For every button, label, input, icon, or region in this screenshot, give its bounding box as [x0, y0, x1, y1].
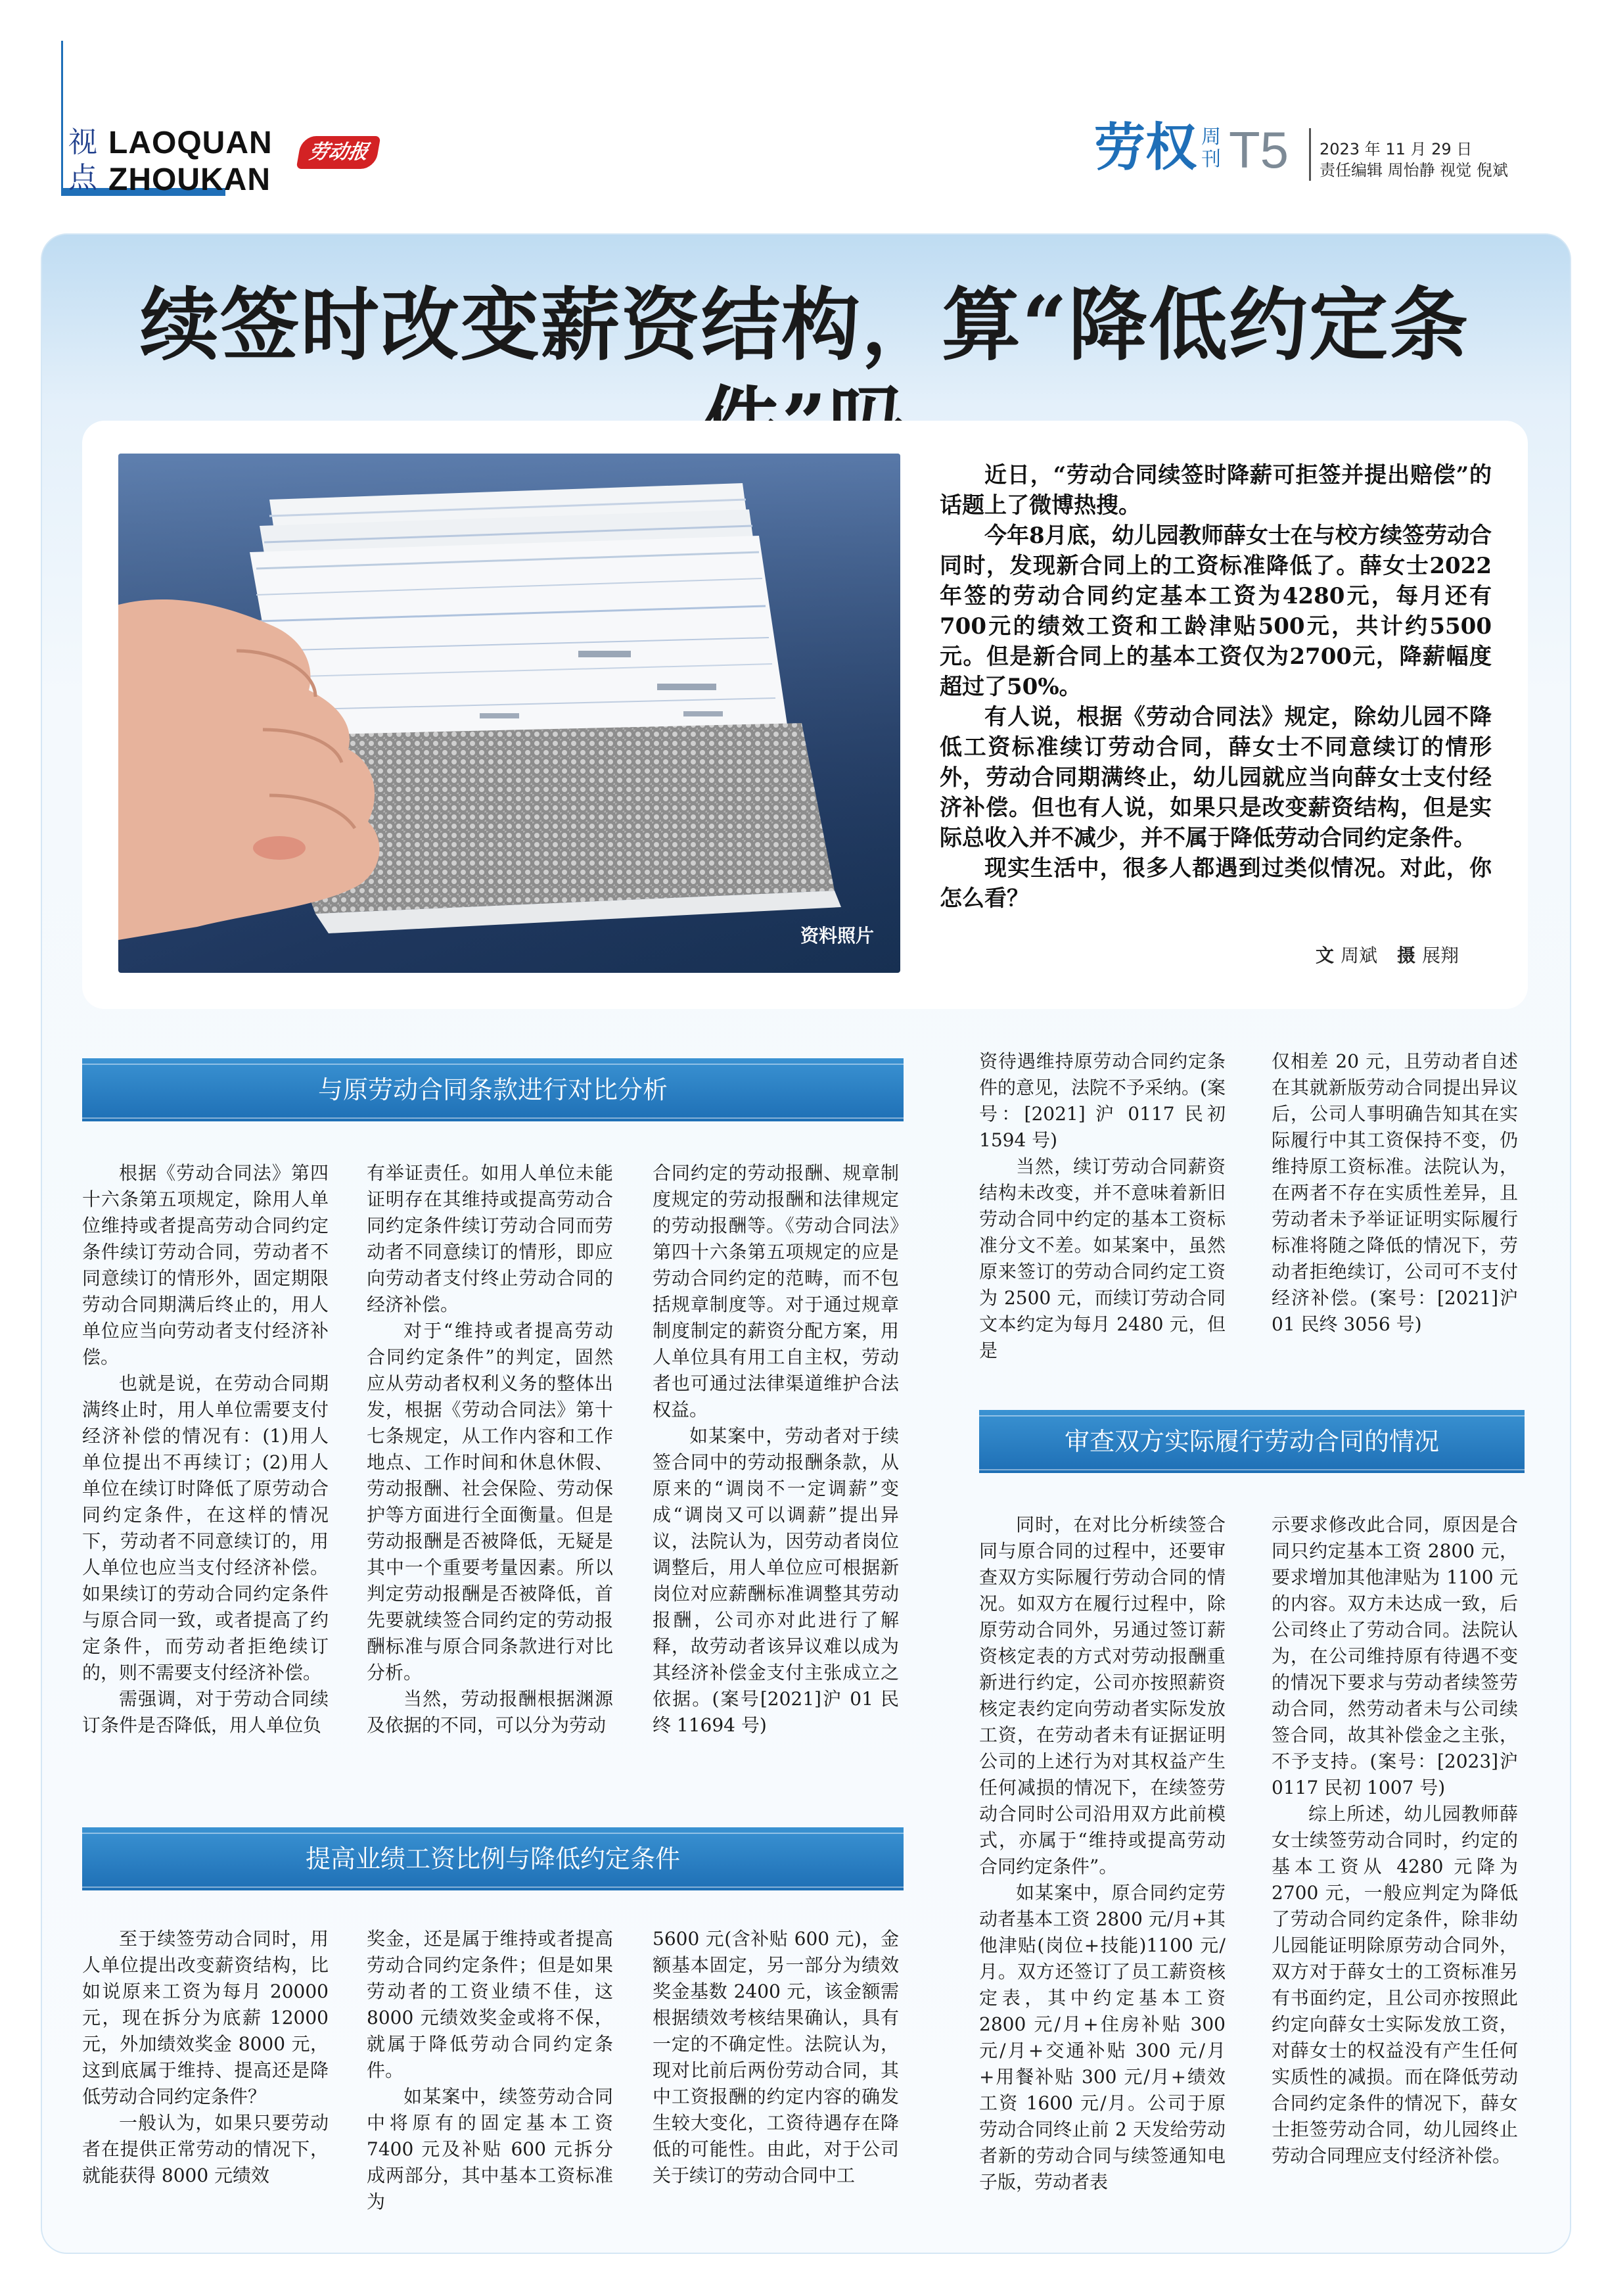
photo-illustration — [118, 454, 900, 973]
body-paragraph: 奖金，还是属于维持或者提高劳动合同约定条件；但是如果劳动者的工资业绩不佳，这 8000 元绩效奖金或将不保，就属于降低劳动合同约定条件。 — [367, 1928, 613, 2081]
newspaper-logo: 劳动报 — [296, 136, 381, 169]
header-rule — [61, 41, 63, 189]
section-heading-2: 提高业绩工资比例与降低约定条件 — [82, 1827, 904, 1890]
section-heading-1: 与原劳动合同条款进行对比分析 — [82, 1058, 904, 1121]
s1-column-2 — [367, 1160, 613, 1739]
body-paragraph: 如某案中，原合同约定劳动者基本工资 2800 元/月+其他津贴(岗位+技能)1100 元/月。双方还签订了员工薪资核定表，其中约定基本工资 2800 元/月+住房补贴 300 元/月+交通补贴 300 元/月+用餐补贴 300 元/月+绩效工资 1600 元/月。公司于原劳动合同终止前 2 天发给劳动者新的劳动合同与续签通知电子版，劳动者表 — [979, 1882, 1226, 2193]
body-paragraph: 综上所述，幼儿园教师薛女士续签劳动合同时，约定的基本工资从 4280 元降为 2700 元，一般应判定为降低了劳动合同约定条件，除非幼儿园能证明除原劳动合同外，双方对于薛女士的工资标准另有书面约定，且公司亦按照此约定向薛女士实际发放工资，对薛女士的权益没有产生任何实质性的减损。而在降低劳动合同约定条件的情况下，薛女士拒签劳动合同，幼儿园终止劳动合同理应支付经济补偿。 — [1272, 1803, 1518, 2167]
body-paragraph: 示要求修改此合同，原因是合同只约定基本工资 2800 元，要求增加其他津贴为 1100 元的内容。双方未达成一致，后公司终止了劳动合同。法院认为，在公司维持原有待遇不变的情况下要求与劳动者续签劳动合同，然劳动者未与公司续签合同，故其补偿金之主张，不予支持。(案号：[2023]沪 0117 民初 1007 号) — [1272, 1514, 1518, 1798]
payslip-photo — [118, 454, 900, 973]
s1-column-5 — [1272, 1048, 1518, 1338]
photo-caption: 资料照片 — [800, 925, 874, 947]
body-paragraph: 根据《劳动合同法》第四十六条第五项规定，除用人单位维持或者提高劳动合同约定条件续订劳动合同，劳动者不同意续订的情形外，固定期限劳动合同期满后终止的，用人单位应当向劳动者支付经济补偿。 — [82, 1162, 329, 1368]
body-paragraph: 当然，劳动报酬根据渊源及依据的不同，可以分为劳动 — [367, 1688, 613, 1736]
lead-paragraph: 近日，“劳动合同续签时降薪可拒签并提出赔偿”的话题上了微博热搜。 — [940, 462, 1492, 519]
s3-column-2 — [1272, 1512, 1518, 2169]
lead-text — [940, 460, 1492, 914]
page-number: T5 — [1229, 121, 1289, 179]
brand-line-2: ZHOUKAN — [108, 162, 271, 197]
column-name: 劳权 — [1094, 118, 1197, 177]
body-paragraph: 有举证责任。如用人单位未能证明存在其维持或提高劳动合同约定条件续订劳动合同而劳动者不同意续订的情形，即应向劳动者支付终止劳动合同的经济补偿。 — [367, 1162, 613, 1315]
byline — [940, 941, 1459, 968]
s1-column-4 — [979, 1048, 1226, 1364]
brand-line-1: LAOQUAN — [108, 126, 273, 160]
issue-date: 2023 年 11 月 29 日 — [1320, 140, 1473, 158]
lead-paragraph: 有人说，根据《劳动合同法》规定，除幼儿园不降低工资标准续订劳动合同，薛女士不同意续订的情形外，劳动合同期满终止，幼儿园就应当向薛女士支付经济补偿。但也有人说，如果只是改变薪资结构，但是实际总收入并不减少，并不属于降低劳动合同约定条件。 — [940, 704, 1492, 851]
byline-wen-name: 周斌 — [1340, 945, 1377, 966]
byline-she-label: 摄 — [1396, 945, 1415, 966]
body-paragraph: 对于“维持或者提高劳动合同约定条件”的判定，固然应从劳动者权利义务的整体出发，根据《劳动合同法》第十七条规定，从工作内容和工作地点、工作时间和休息休假、劳动报酬、社会保险、劳动保护等方面进行全面衡量。但是劳动报酬是否被降低，无疑是其中一个重要考量因素。所以判定劳动报酬是否被降低，首先要就续签合同约定的劳动报酬标准与原合同条款进行对比分析。 — [367, 1320, 613, 1683]
article-title: 续签时改变薪资结构，算“降低约定条 — [139, 279, 1470, 371]
body-paragraph: 如某案中，续签劳动合同中将原有的固定基本工资 7400 元及补贴 600 元拆分成两部分，其中基本工资标准为 — [367, 2086, 613, 2213]
lead-paragraph: 今年8月底，幼儿园教师薛女士在与校方续签劳动合同时，发现新合同上的工资标准降低了。薛女士2022年签的劳动合同约定基本工资为4280元，每月还有700元的绩效工资和工龄津贴500元，共计约5500元。但是新合同上的基本工资仅为2700元，降薪幅度超过了50%。 — [940, 523, 1492, 700]
lead-paragraph: 现实生活中，很多人都遇到过类似情况。对此，你怎么看？ — [940, 855, 1492, 912]
body-paragraph: 同时，在对比分析续签合同与原合同的过程中，还要审查双方实际履行劳动合同的情况。如双方在履行过程中，除原劳动合同外，另通过签订薪资核定表的方式对劳动报酬重新进行约定，公司亦按照薪资核定表约定向劳动者实际发放工资，在劳动者未有证据证明公司的上述行为对其权益产生任何减损的情况下，在续签劳动合同时公司沿用双方此前模式，亦属于“维持或提高劳动合同约定条件”。 — [979, 1514, 1226, 1877]
header-separator — [1309, 128, 1311, 181]
body-paragraph: 一般认为，如果只要劳动者在提供正常劳动的情况下，就能获得 8000 元绩效 — [82, 2112, 329, 2186]
body-paragraph: 也就是说，在劳动合同期满终止时，用人单位需要支付经济补偿的情况有：(1)用人单位提出不再续订；(2)用人单位在续订时降低了原劳动合同约定条件，在这样的情况下，劳动者不同意续订的，用人单位也应当支付经济补偿。如果续订的劳动合同约定条件与原合同一致，或者提高了约定条件，而劳动者拒绝续订的，则不需要支付经济补偿。 — [82, 1372, 329, 1683]
s2-column-1 — [82, 1926, 329, 2189]
section-label: 视点 — [68, 126, 97, 195]
editor-credit: 责任编辑 周怡静 视觉 倪斌 — [1320, 161, 1508, 179]
brand-name — [108, 125, 273, 199]
s1-column-3 — [653, 1160, 899, 1739]
s1-column-1 — [82, 1160, 329, 1739]
body-paragraph: 5600 元(含补贴 600 元)，金额基本固定，另一部分为绩效奖金基数 2400 元，该金额需根据绩效考核结果确认，具有一定的不确定性。法院认为，现对比前后两份劳动合同，其中工资报酬的约定内容的确发生较大变化，工资待遇存在降低的可能性。由此，对于公司关于续订的劳动合同中工 — [653, 1928, 899, 2186]
body-paragraph: 如某案中，劳动者对于续签合同中的劳动报酬条款，从原来的“调岗不一定调薪”变成“调岗又可以调薪”提出异议，法院认为，因劳动者岗位调整后，用人单位应可根据新岗位对应薪酬标准调整其劳动报酬，公司亦对此进行了解释，故劳动者该异议难以成为其经济补偿金支付主张成立之依据。(案号[2021]沪 01 民终 11694 号) — [653, 1425, 899, 1736]
body-paragraph: 仅相差 20 元，且劳动者自述在其就新版劳动合同提出异议后，公司人事明确告知其在实际履行中其工资保持不变，仍维持原工资标准。法院认为，在两者不存在实质性差异，且劳动者未予举证证明实际履行标准将随之降低的情况下，劳动者拒绝续订，公司可不支付经济补偿。(案号：[2021]沪 01 民终 3056 号) — [1272, 1050, 1518, 1335]
section-heading-3: 审查双方实际履行劳动合同的情况 — [979, 1410, 1525, 1473]
byline-she-name: 展翔 — [1421, 945, 1459, 966]
s2-column-2 — [367, 1926, 613, 2215]
body-paragraph: 合同约定的劳动报酬、规章制度规定的劳动报酬和法律规定的劳动报酬等。《劳动合同法》第四十六条第五项规定的应是劳动合同约定的范畴，而不包括规章制度等。对于通过规章制度制定的薪资分配方案，用人单位具有用工自主权，劳动者也可通过法律渠道维护合法权益。 — [653, 1162, 899, 1420]
s3-column-1 — [979, 1512, 1226, 2195]
body-paragraph: 当然，续订劳动合同薪资结构未改变，并不意味着新旧劳动合同中约定的基本工资标准分文不差。如某案中，虽然原来签订的劳动合同约定工资为 2500 元，而续订劳动合同文本约定为每月 2480 元，但是 — [979, 1156, 1226, 1361]
s2-column-3 — [653, 1926, 899, 2189]
body-paragraph: 资待遇维持原劳动合同约定条件的意见，法院不予采纳。(案号：[2021] 沪 0117 民初 1594 号) — [979, 1050, 1226, 1151]
column-sub: 周刊 — [1201, 126, 1221, 171]
body-paragraph: 至于续签劳动合同时，用人单位提出改变薪资结构，比如说原来工资为每月 20000 元，现在拆分为底薪 12000 元，外加绩效奖金 8000 元，这到底属于维持、提高还是降低劳动合同约定条件？ — [82, 1928, 329, 2107]
byline-wen-label: 文 — [1315, 945, 1334, 966]
body-paragraph: 需强调，对于劳动合同续订条件是否降低，用人单位负 — [82, 1688, 329, 1736]
